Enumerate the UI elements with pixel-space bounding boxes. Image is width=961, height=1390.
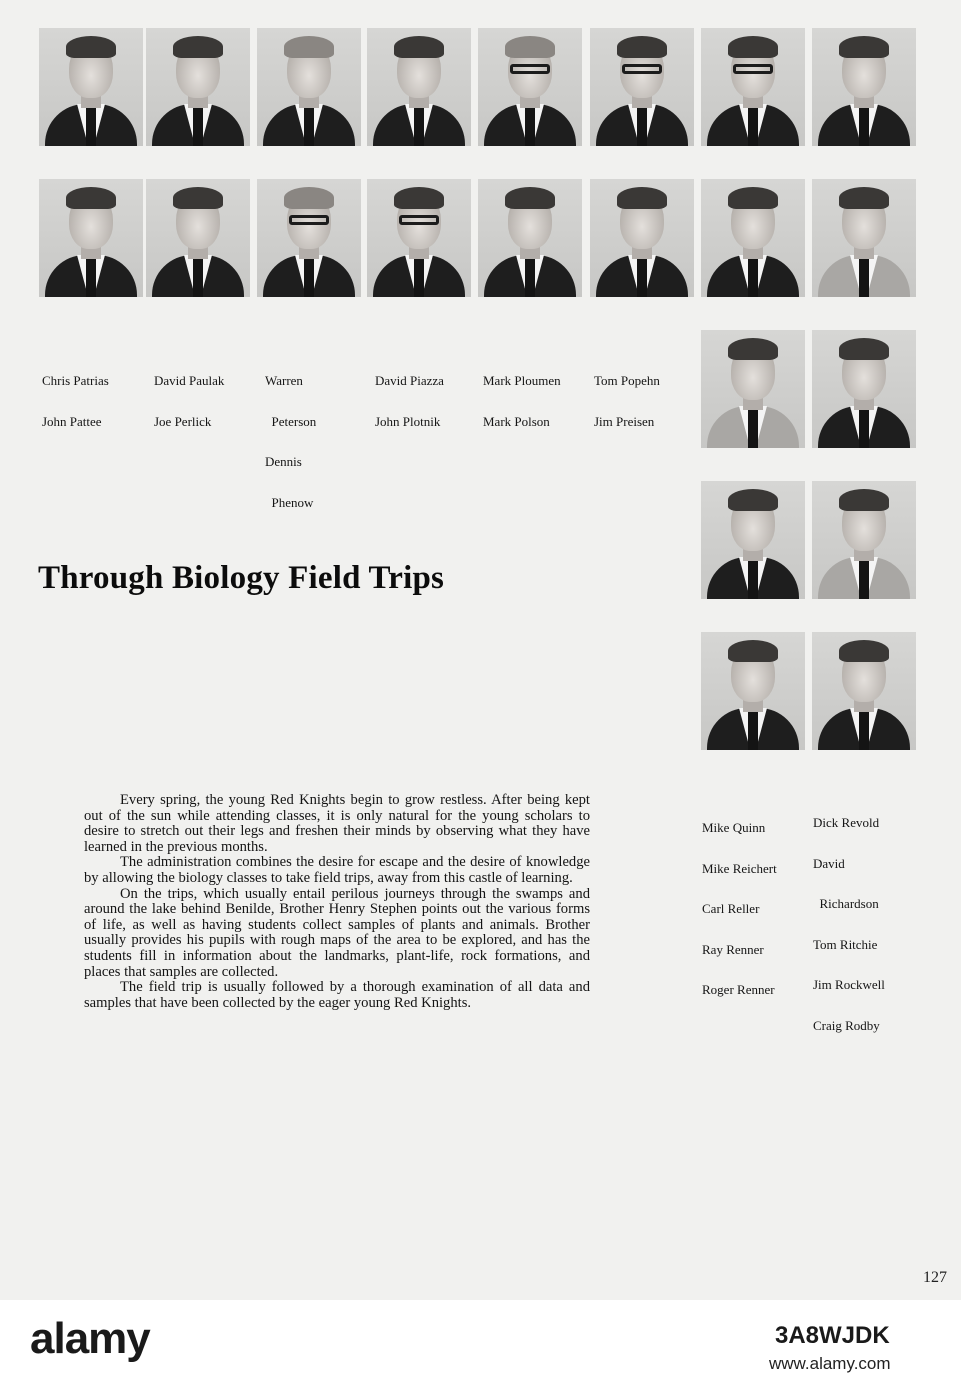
student-portrait	[478, 28, 582, 146]
student-portrait	[701, 179, 805, 297]
student-portrait	[701, 28, 805, 146]
caption-name: David Piazza	[375, 373, 444, 388]
caption-name: Tom Popehn	[594, 373, 660, 388]
caption-name: Phenow	[265, 494, 314, 510]
caption-name: Warren	[265, 373, 303, 388]
page-number: 127	[923, 1269, 947, 1286]
caption-name: David	[813, 855, 845, 871]
section-heading: Through Biology Field Trips	[38, 560, 445, 596]
caption-group-4	[375, 347, 444, 455]
article-paragraph: Every spring, the young Red Knights begin to grow restless. After being kept out of the sun while attending classes, it is only natural for the young scholars to desire to stretch out their legs and freshen their minds by observing what they have learned in the previous months.	[84, 792, 590, 855]
student-portrait	[257, 28, 361, 146]
caption-name: Chris Patrias	[42, 373, 109, 388]
article-paragraph: The administration combines the desire for escape and the desire of knowledge by allowing the biology classes to take field trips, away from this castle of learning.	[84, 854, 590, 886]
caption-name: Joe Perlick	[154, 413, 212, 429]
caption-name: Mark Ploumen	[483, 373, 561, 388]
caption-name: Mark Polson	[483, 413, 550, 429]
caption-group-8	[813, 789, 885, 1059]
student-portrait	[39, 28, 143, 146]
article-body	[84, 793, 590, 1011]
student-portrait	[590, 179, 694, 297]
student-portrait	[590, 28, 694, 146]
student-portrait	[812, 632, 916, 750]
student-portrait	[478, 179, 582, 297]
stock-logo: alamy	[30, 1314, 150, 1363]
caption-name: Jim Rockwell	[813, 977, 885, 992]
student-portrait	[812, 28, 916, 146]
caption-group-5	[483, 347, 561, 455]
student-portrait	[39, 179, 143, 297]
article-paragraph: The field trip is usually followed by a thorough examination of all data and samples that have been collected by the eager young Red Knights.	[84, 979, 590, 1011]
caption-name: Carl Reller	[702, 901, 760, 916]
caption-name: Dick Revold	[813, 815, 880, 830]
caption-name: David Paulak	[154, 373, 225, 388]
caption-name: Mike Reichert	[702, 860, 777, 876]
student-portrait	[701, 481, 805, 599]
student-portrait	[146, 28, 250, 146]
stock-url: www.alamy.com	[769, 1354, 891, 1373]
caption-name: Roger Renner	[702, 982, 775, 997]
student-portrait	[812, 330, 916, 448]
student-portrait	[812, 481, 916, 599]
stock-footer-bar	[0, 1300, 961, 1390]
caption-group-1	[42, 347, 109, 455]
student-portrait	[257, 179, 361, 297]
caption-name: John Pattee	[42, 413, 102, 429]
student-portrait	[701, 330, 805, 448]
caption-name: Jim Preisen	[594, 413, 655, 429]
caption-group-2	[154, 347, 224, 455]
image-id-label: 3A8WJDK	[775, 1322, 890, 1349]
caption-group-6	[594, 347, 660, 455]
caption-name: John Plotnik	[375, 413, 441, 429]
caption-group-3	[265, 347, 316, 536]
student-portrait	[367, 179, 471, 297]
caption-name: Craig Rodby	[813, 1017, 880, 1033]
caption-name: Tom Ritchie	[813, 936, 878, 952]
student-portrait	[367, 28, 471, 146]
caption-name: Richardson	[813, 896, 879, 911]
article-paragraph: On the trips, which usually entail perilous journeys through the swamps and around the lake behind Benilde, Brother Henry Stephen points out the various forms of life, as well as having students collect samples of plants and animals. Brother usually provides his pupils with rough maps of the area to be explored, and has the students fill in information about the landmarks, plant-life, rock formations, and places that samples are collected.	[84, 885, 590, 980]
caption-group-7	[702, 794, 777, 1024]
caption-name: Mike Quinn	[702, 820, 766, 835]
caption-name: Ray Renner	[702, 941, 764, 957]
student-portrait	[146, 179, 250, 297]
student-portrait	[812, 179, 916, 297]
caption-name: Peterson	[265, 413, 317, 429]
student-portrait	[701, 632, 805, 750]
caption-name: Dennis	[265, 454, 302, 469]
